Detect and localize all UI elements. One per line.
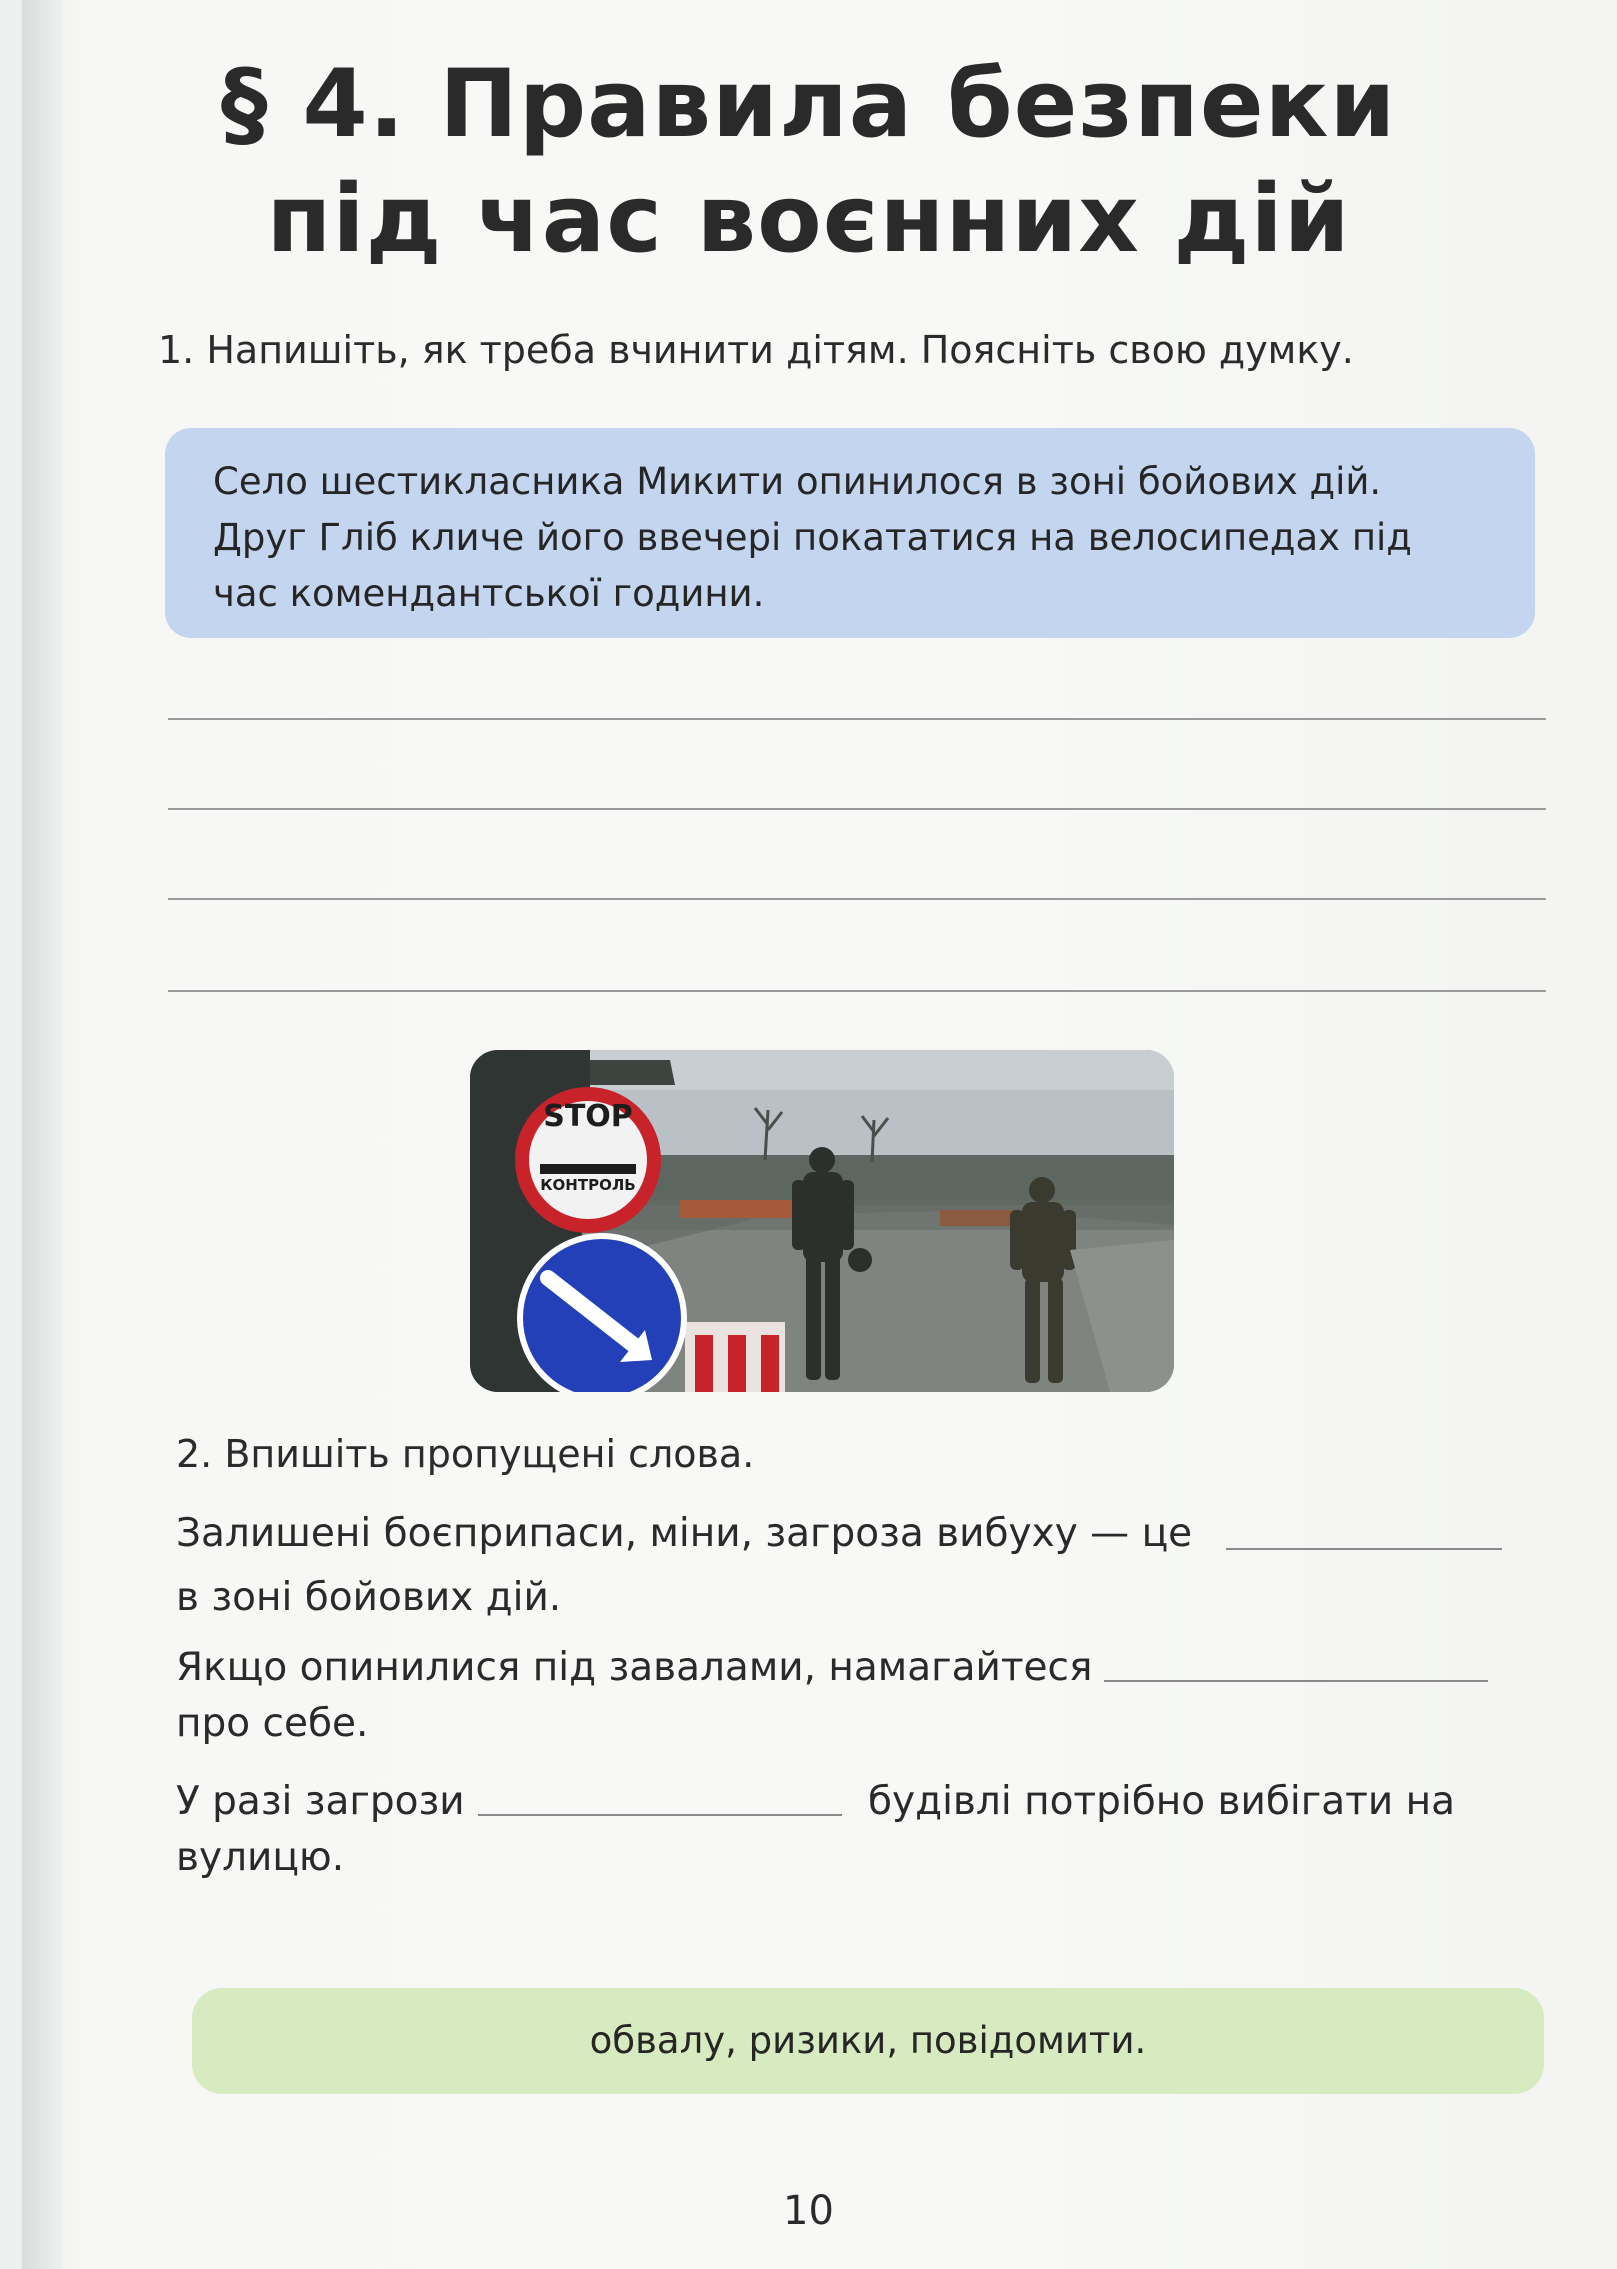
scenario-text — [213, 454, 1513, 622]
answer-line[interactable] — [168, 808, 1546, 810]
sentence-3-part-1: У разі загрози — [176, 1779, 465, 1824]
sentence-2-part-2: про себе. — [176, 1701, 369, 1746]
task-2-prompt: 2. Впишіть пропущені слова. — [176, 1432, 755, 1476]
answer-line[interactable] — [168, 990, 1546, 992]
sentence-3-part-3: вулицю. — [176, 1835, 345, 1880]
task-1-prompt: 1. Напишіть, як треба вчинити дітям. Поясніть свою думку. — [158, 328, 1354, 372]
word-bank-text: обвалу, ризики, повідомити. — [589, 2019, 1147, 2062]
scenario-box — [165, 428, 1535, 638]
page-spine-shadow — [22, 0, 62, 2269]
answer-line[interactable] — [168, 718, 1546, 720]
stop-sign-top-text: STOP — [543, 1099, 633, 1134]
scenario-line: час комендантської години. — [213, 572, 765, 615]
stop-sign-bottom-text: КОНТРОЛЬ — [540, 1176, 636, 1194]
word-bank-box — [192, 1988, 1544, 2094]
page-title-line-1: § 4. Правила безпеки — [220, 50, 1397, 159]
sentence-1-part-2: в зоні бойових дій. — [176, 1575, 562, 1620]
fill-blank-3[interactable] — [478, 1814, 842, 1816]
sentence-1-part-1: Залишені боєприпаси, міни, загроза вибуху — це — [176, 1511, 1193, 1556]
answer-line[interactable] — [168, 898, 1546, 900]
page-number: 10 — [783, 2188, 834, 2234]
scenario-line: Друг Гліб кличе його ввечері покататися на велосипедах під — [213, 516, 1412, 559]
fill-blank-1[interactable] — [1226, 1548, 1502, 1550]
sentence-3-part-2: будівлі потрібно вибігати на — [868, 1779, 1456, 1824]
checkpoint-photo — [470, 1050, 1174, 1392]
scenario-line: Село шестикласника Микити опинилося в зоні бойових дій. — [213, 460, 1382, 503]
fill-blank-2[interactable] — [1104, 1680, 1488, 1682]
sentence-2-part-1: Якщо опинилися під завалами, намагайтеся — [176, 1645, 1093, 1690]
page-title-line-2: під час воєнних дій — [266, 165, 1351, 274]
